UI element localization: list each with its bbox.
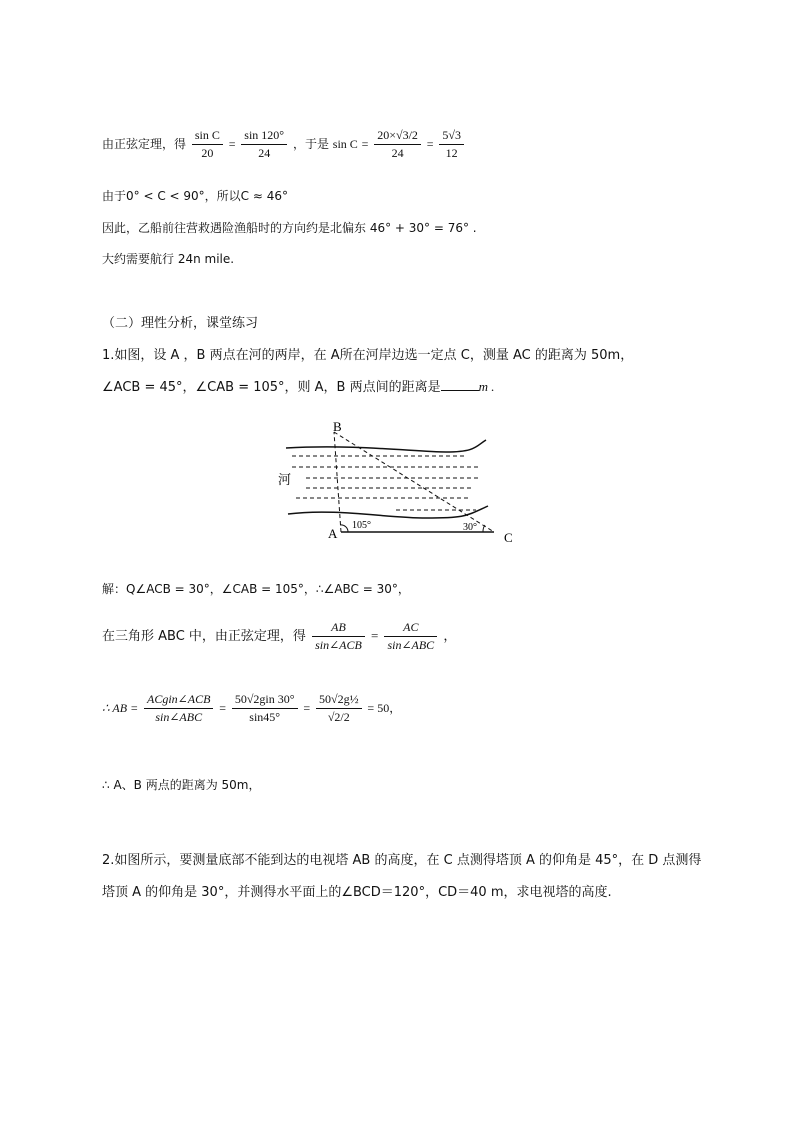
label-angle-C: 30° xyxy=(463,522,477,533)
angle-range-line: 由于0° < C < 90°，所以C ≈ 46° xyxy=(102,189,288,203)
solution-line-1: 解：Q∠ACB = 30°，∠CAB = 105°，∴∠ABC = 30°， xyxy=(102,582,410,596)
question-1-unit: m . xyxy=(478,379,495,394)
fraction-denominator: 24 xyxy=(258,146,271,160)
fraction-denominator: sin∠ACB xyxy=(315,638,362,652)
answer-blank xyxy=(441,390,479,391)
fraction-step-1 xyxy=(144,692,213,725)
solution-line-3-prefix: ∴ AB = xyxy=(102,701,139,715)
sinC-lhs: sin C xyxy=(332,137,358,151)
river-bank-upper xyxy=(286,440,486,452)
river-figure xyxy=(276,418,526,548)
fraction-step-3 xyxy=(316,692,362,725)
fraction-numerator: 20×√3/2 xyxy=(374,128,421,145)
water-lines xyxy=(292,456,481,510)
fraction-denominator: sin∠ABC xyxy=(387,638,435,652)
question-2-line-1: 2.如图所示，要测量底部不能到达的电视塔 AB 的高度，在 C 点测得塔顶 A 的仰角是 45°，在 D 点测得 xyxy=(102,853,702,868)
fraction-sin120-24 xyxy=(241,128,287,161)
river-bank-lower xyxy=(288,506,488,518)
label-C: C xyxy=(504,530,513,545)
sine-law-mid: ，于是 xyxy=(292,137,329,151)
solution-line-2: 在三角形 ABC 中，由正弦定理，得 $\frac{AB}{\text{sin∠ACB}}$ = $\frac{AC}{\text{sin∠ABC}}$ ， xyxy=(102,620,457,652)
sine-law-prefix: 由正弦定理，得 xyxy=(102,137,187,151)
fraction-numerator: 50√2g½ xyxy=(316,692,362,709)
fraction-denominator: 20 xyxy=(201,146,214,160)
fraction-numerator: AB xyxy=(312,620,365,637)
section-title: （二）理性分析，课堂练习 xyxy=(102,316,259,331)
label-angle-A: 105° xyxy=(352,520,371,531)
fraction-numerator: sin C xyxy=(192,128,223,145)
solution-line-4: ∴ A、B 两点的距离为 50m， xyxy=(102,778,261,792)
fraction-denominator: sin∠ABC xyxy=(155,710,203,724)
solution-line-3: ∴ AB = $\frac{\text{ACgin∠ACB}}{\text{sin∠ABC}}$ = $\frac{\text{50√2gin 30°}}{\sin 45^\circ}$ = $\frac{\text{50√2g½}}{√2/2}$ = 50， xyxy=(102,692,402,724)
fraction-numerator: 50√2gin 30° xyxy=(232,692,298,709)
question-2-line-2: 塔顶 A 的仰角是 30°，并测得水平面上的∠BCD＝120°，CD＝40 m，求电视塔的高度. xyxy=(102,885,612,900)
fraction-denominator: 24 xyxy=(391,146,404,160)
label-river: 河 xyxy=(278,473,292,488)
question-1-line-2 xyxy=(102,376,495,395)
solution-result: = 50， xyxy=(367,701,402,715)
fraction-numerator: 5√3 xyxy=(439,128,464,145)
question-1-text: ∠ACB = 45°，∠CAB = 105°，则 A，B 两点间的距离是 xyxy=(102,380,441,395)
fraction-numerator: AC xyxy=(384,620,437,637)
angle-arc-C xyxy=(483,525,485,532)
fraction-AC-sinABC xyxy=(384,620,437,653)
fraction-numerator: ACgin∠ACB xyxy=(144,692,213,709)
fraction-denominator: sin45° xyxy=(249,710,281,724)
label-B: B xyxy=(333,419,342,434)
fraction-result xyxy=(439,128,464,161)
label-A: A xyxy=(328,526,338,541)
fraction-big xyxy=(374,128,421,161)
solution-line-2-prefix: 在三角形 ABC 中，由正弦定理，得 xyxy=(102,629,306,644)
direction-line: 因此，乙船前往营救遇险渔船时的方向约是北偏东 46° + 30° = 76° . xyxy=(102,221,477,235)
distance-line: 大约需要航行 24n mile. xyxy=(102,252,235,266)
question-1-line-1: 1.如图，设 A ，B 两点在河的两岸，在 A所在河岸边选一定点 C，测量 AC 的距离为 50m， xyxy=(102,348,634,363)
fraction-AB-sinACB xyxy=(312,620,365,653)
sine-law-line: 由正弦定理，得 $\frac{\text{sin C}}{20}$ = $\frac{\sin 120^\circ}{24}$ ，于是 sin C = $\frac{20\times√3/2}{24}$ = $\frac{5√3}{12}$ xyxy=(102,128,466,161)
fraction-numerator: sin 120° xyxy=(241,128,287,145)
fraction-step-2 xyxy=(232,692,298,725)
fraction-denominator: √2/2 xyxy=(327,710,350,724)
fraction-sinC-20 xyxy=(192,128,223,161)
fraction-denominator: 12 xyxy=(445,146,458,160)
